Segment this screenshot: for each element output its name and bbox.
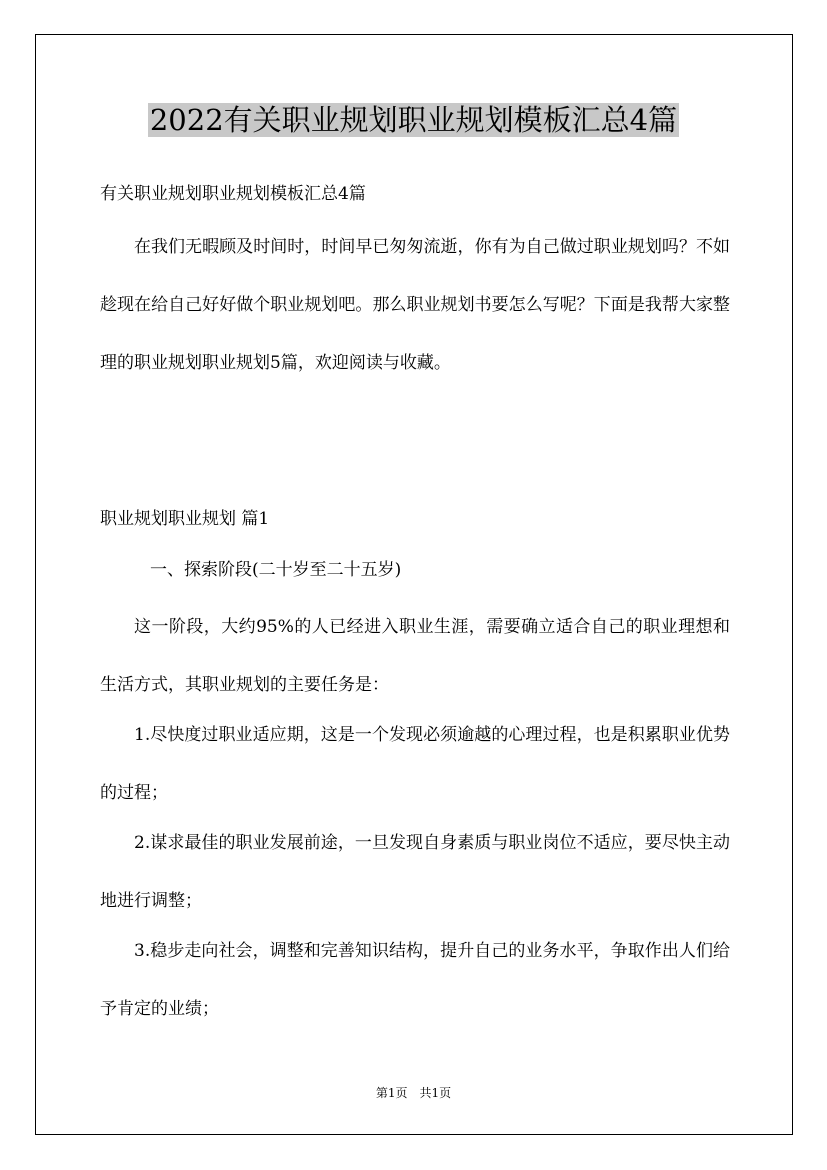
phase-heading: 一、探索阶段(二十岁至二十五岁)	[150, 560, 402, 580]
document-title-text: 2022有关职业规划职业规划模板汇总4篇	[149, 103, 678, 137]
list-item: 1.尽快度过职业适应期，这是一个发现必须逾越的心理过程，也是积累职业优势的过程；	[100, 725, 730, 803]
document-subtitle: 有关职业规划职业规划模板汇总4篇	[100, 184, 366, 204]
list-item: 2.谋求最佳的职业发展前途，一旦发现自身素质与职业岗位不适应，要尽快主动地进行调整；	[100, 833, 730, 911]
stage-paragraph: 这一阶段，大约95%的人已经进入职业生涯，需要确立适合自己的职业理想和生活方式，其职业规划的主要任务是：	[100, 617, 730, 695]
page-footer: 第1页 共1页	[375, 1086, 452, 1100]
document-title	[0, 98, 827, 142]
intro-paragraph: 在我们无暇顾及时间时，时间早已匆匆流逝，你有为自己做过职业规划吗？不如趁现在给自己好好做个职业规划吧。那么职业规划书要怎么写呢？下面是我帮大家整理的职业规划职业规划5篇，欢迎阅读与收藏。	[100, 237, 730, 373]
section-heading: 职业规划职业规划 篇1	[100, 509, 270, 529]
list-item: 3.稳步走向社会，调整和完善知识结构，提升自己的业务水平，争取作出人们给予肯定的业绩；	[100, 941, 730, 1019]
